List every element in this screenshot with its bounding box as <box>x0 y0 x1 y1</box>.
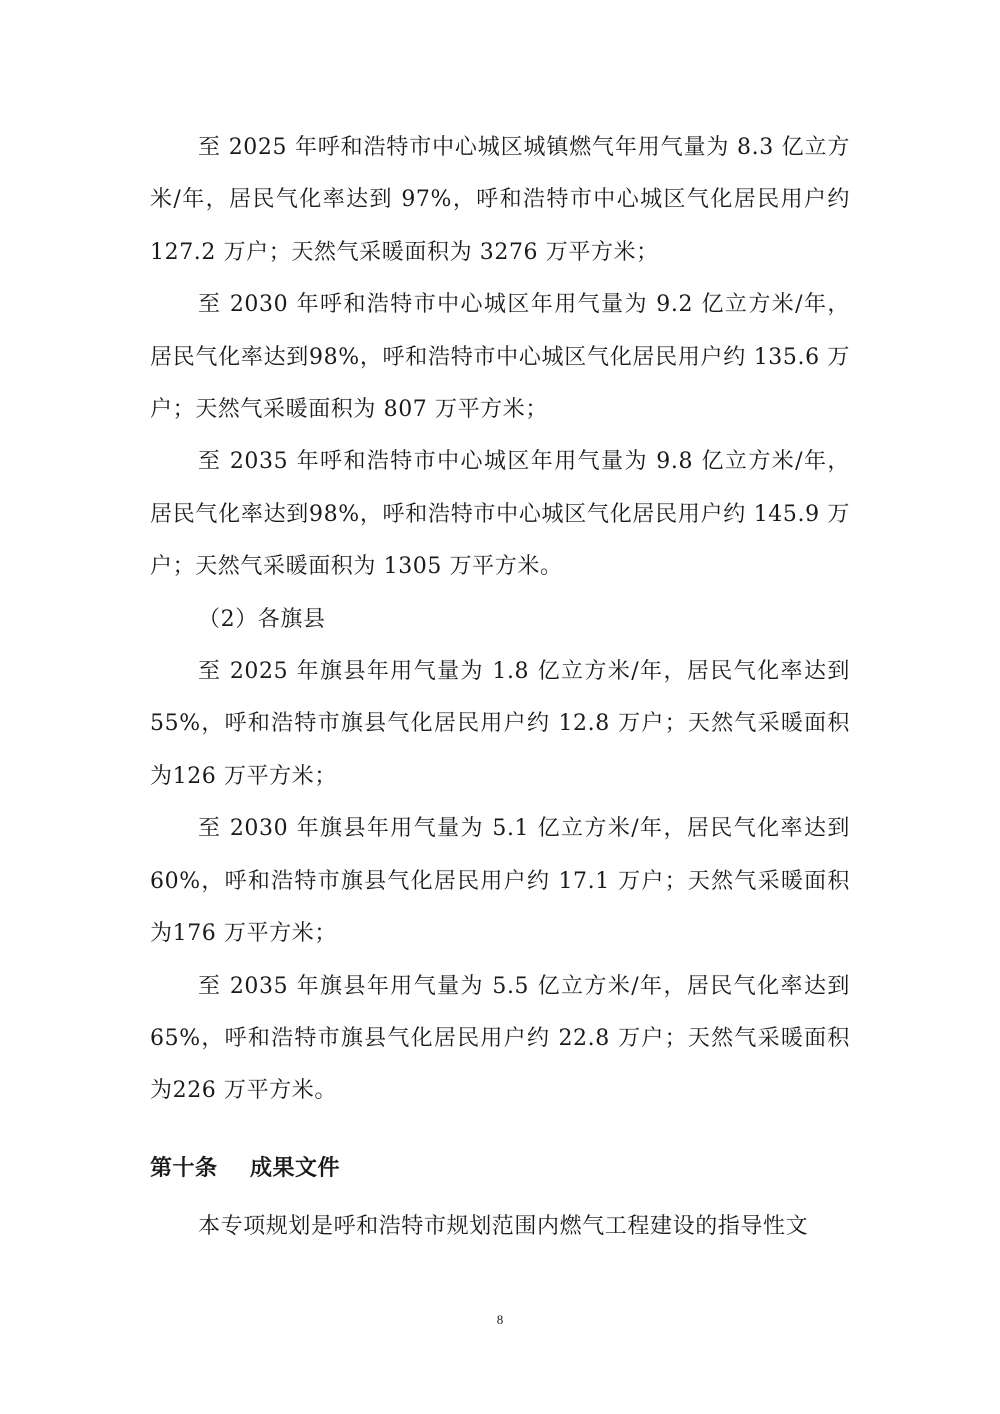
paragraph-city-2035: 至 2035 年呼和浩特市中心城区年用气量为 9.8 亿立方米/年，居民气化率达到98%，呼和浩特市中心城区气化居民用户约 145.9 万户；天然气采暖面积为 1305 万平方米。 <box>150 449 850 580</box>
paragraph-deliverables: 本专项规划是呼和浩特市规划范围内燃气工程建设的指导性文 <box>198 1213 809 1239</box>
section-number: 第十条 <box>150 1155 218 1181</box>
section-title: 成果文件 <box>250 1155 341 1181</box>
section-heading <box>150 1143 850 1195</box>
paragraph-county-2025: 至 2025 年旗县年用气量为 1.8 亿立方米/年，居民气化率达到55%，呼和浩特市旗县气化居民用户约 12.8 万户；天然气采暖面积为126 万平方米； <box>150 659 850 789</box>
paragraph-county-2035: 至 2035 年旗县年用气量为 5.5 亿立方米/年，居民气化率达到65%，呼和浩特市旗县气化居民用户约 22.8 万户；天然气采暖面积为226 万平方米。 <box>150 973 850 1104</box>
paragraph-city-2030: 至 2030 年呼和浩特市中心城区年用气量为 9.2 亿立方米/年，居民气化率达到98%，呼和浩特市中心城区气化居民用户约 135.6 万户；天然气采暖面积为 807 万平方米； <box>150 292 850 423</box>
paragraph-city-2025: 至 2025 年呼和浩特市中心城区城镇燃气年用气量为 8.3 亿立方米/年，居民气化率达到 97%，呼和浩特市中心城区气化居民用户约 127.2 万户；天然气采暖面积为 3276 万平方米； <box>150 135 850 265</box>
paragraph-county-2030: 至 2030 年旗县年用气量为 5.1 亿立方米/年，居民气化率达到60%，呼和浩特市旗县气化居民用户约 17.1 万户；天然气采暖面积为176 万平方米； <box>150 816 850 947</box>
subheading-counties: （2）各旗县 <box>198 606 326 632</box>
page-number: 8 <box>496 1312 504 1327</box>
document-body <box>150 122 850 1253</box>
